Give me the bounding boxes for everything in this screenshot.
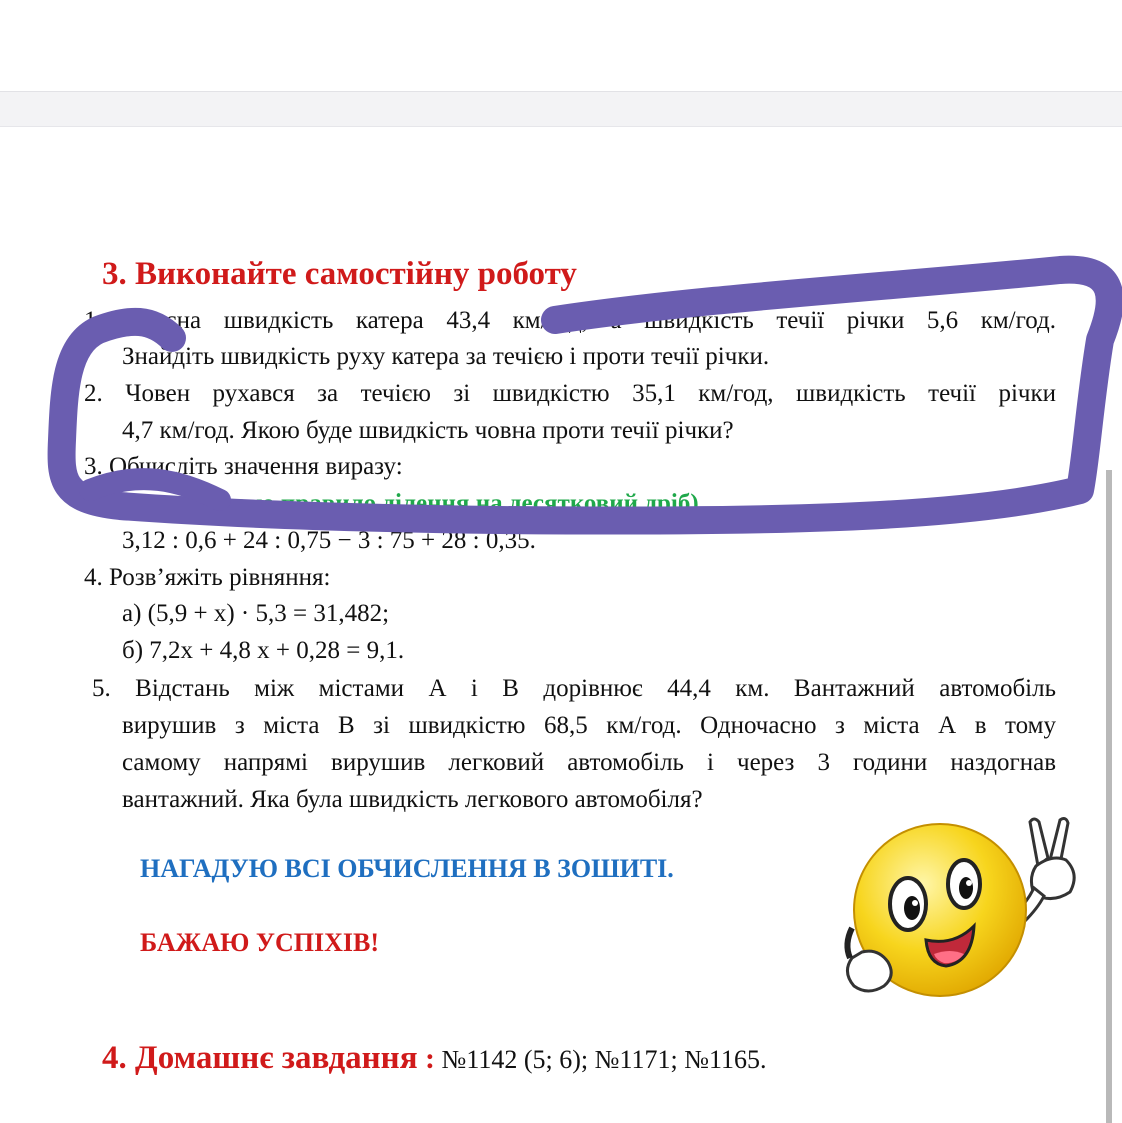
task-1-line-1: 1. Власна швидкість катера 43,4 км/год, а швидкість течії річки 5,6 км/год.: [84, 307, 1056, 334]
task-3-line-1: 3. Обчисліть значення виразу:: [84, 453, 403, 480]
homework-line: [102, 1040, 767, 1077]
homework-colon: :: [417, 1042, 436, 1075]
task-5-line-1: 5. Відстань між містами А і В дорівнює 44,4 км. Вантажний автомобіль: [92, 675, 1056, 702]
task-2-line-2: 4,7 км/год. Якою буде швидкість човна проти течії річки?: [122, 417, 734, 444]
task-5-line-3: самому напрямі вирушив легковий автомобіль і через 3 години наздогнав: [122, 749, 1056, 776]
task-4-equation-a: а) (5,9 + х) · 5,3 = 31,482;: [122, 600, 390, 627]
task-3-note: (не забуваємо правило ділення на десятковий дріб): [122, 490, 699, 517]
top-toolbar-band: [0, 91, 1122, 127]
homework-title: 4. Домашнє завдання: [102, 1040, 418, 1076]
task-3-expression: 3,12 : 0,6 + 24 : 0,75 − 3 : 75 + 28 : 0,35.: [122, 527, 536, 554]
section-title: 3. Виконайте самостійну роботу: [102, 256, 577, 292]
task-4-line-1: 4. Розв’яжіть рівняння:: [84, 564, 331, 591]
smiley-peace-sign-icon: [838, 808, 1088, 998]
task-1-line-2: Знайдіть швидкість руху катера за течією і проти течії річки.: [122, 343, 770, 370]
task-4-equation-b: б) 7,2х + 4,8 х + 0,28 = 9,1.: [122, 637, 405, 664]
task-5-line-4: вантажний. Яка була швидкість легкового автомобіля?: [122, 786, 703, 813]
task-2-line-1: 2. Човен рухався за течією зі швидкістю 35,1 км/год, швидкість течії річки: [84, 380, 1056, 407]
reminder-text: НАГАДУЮ ВСІ ОБЧИСЛЕННЯ В ЗОШИТІ.: [140, 854, 674, 883]
task-5-line-2: вирушив з міста В зі швидкістю 68,5 км/год. Одночасно з міста А в тому: [122, 712, 1056, 739]
wish-text: БАЖАЮ УСПІХІВ!: [140, 928, 379, 957]
page-edge-rule: [1106, 470, 1112, 1123]
homework-items: №1142 (5; 6); №1171; №1165.: [435, 1045, 767, 1074]
